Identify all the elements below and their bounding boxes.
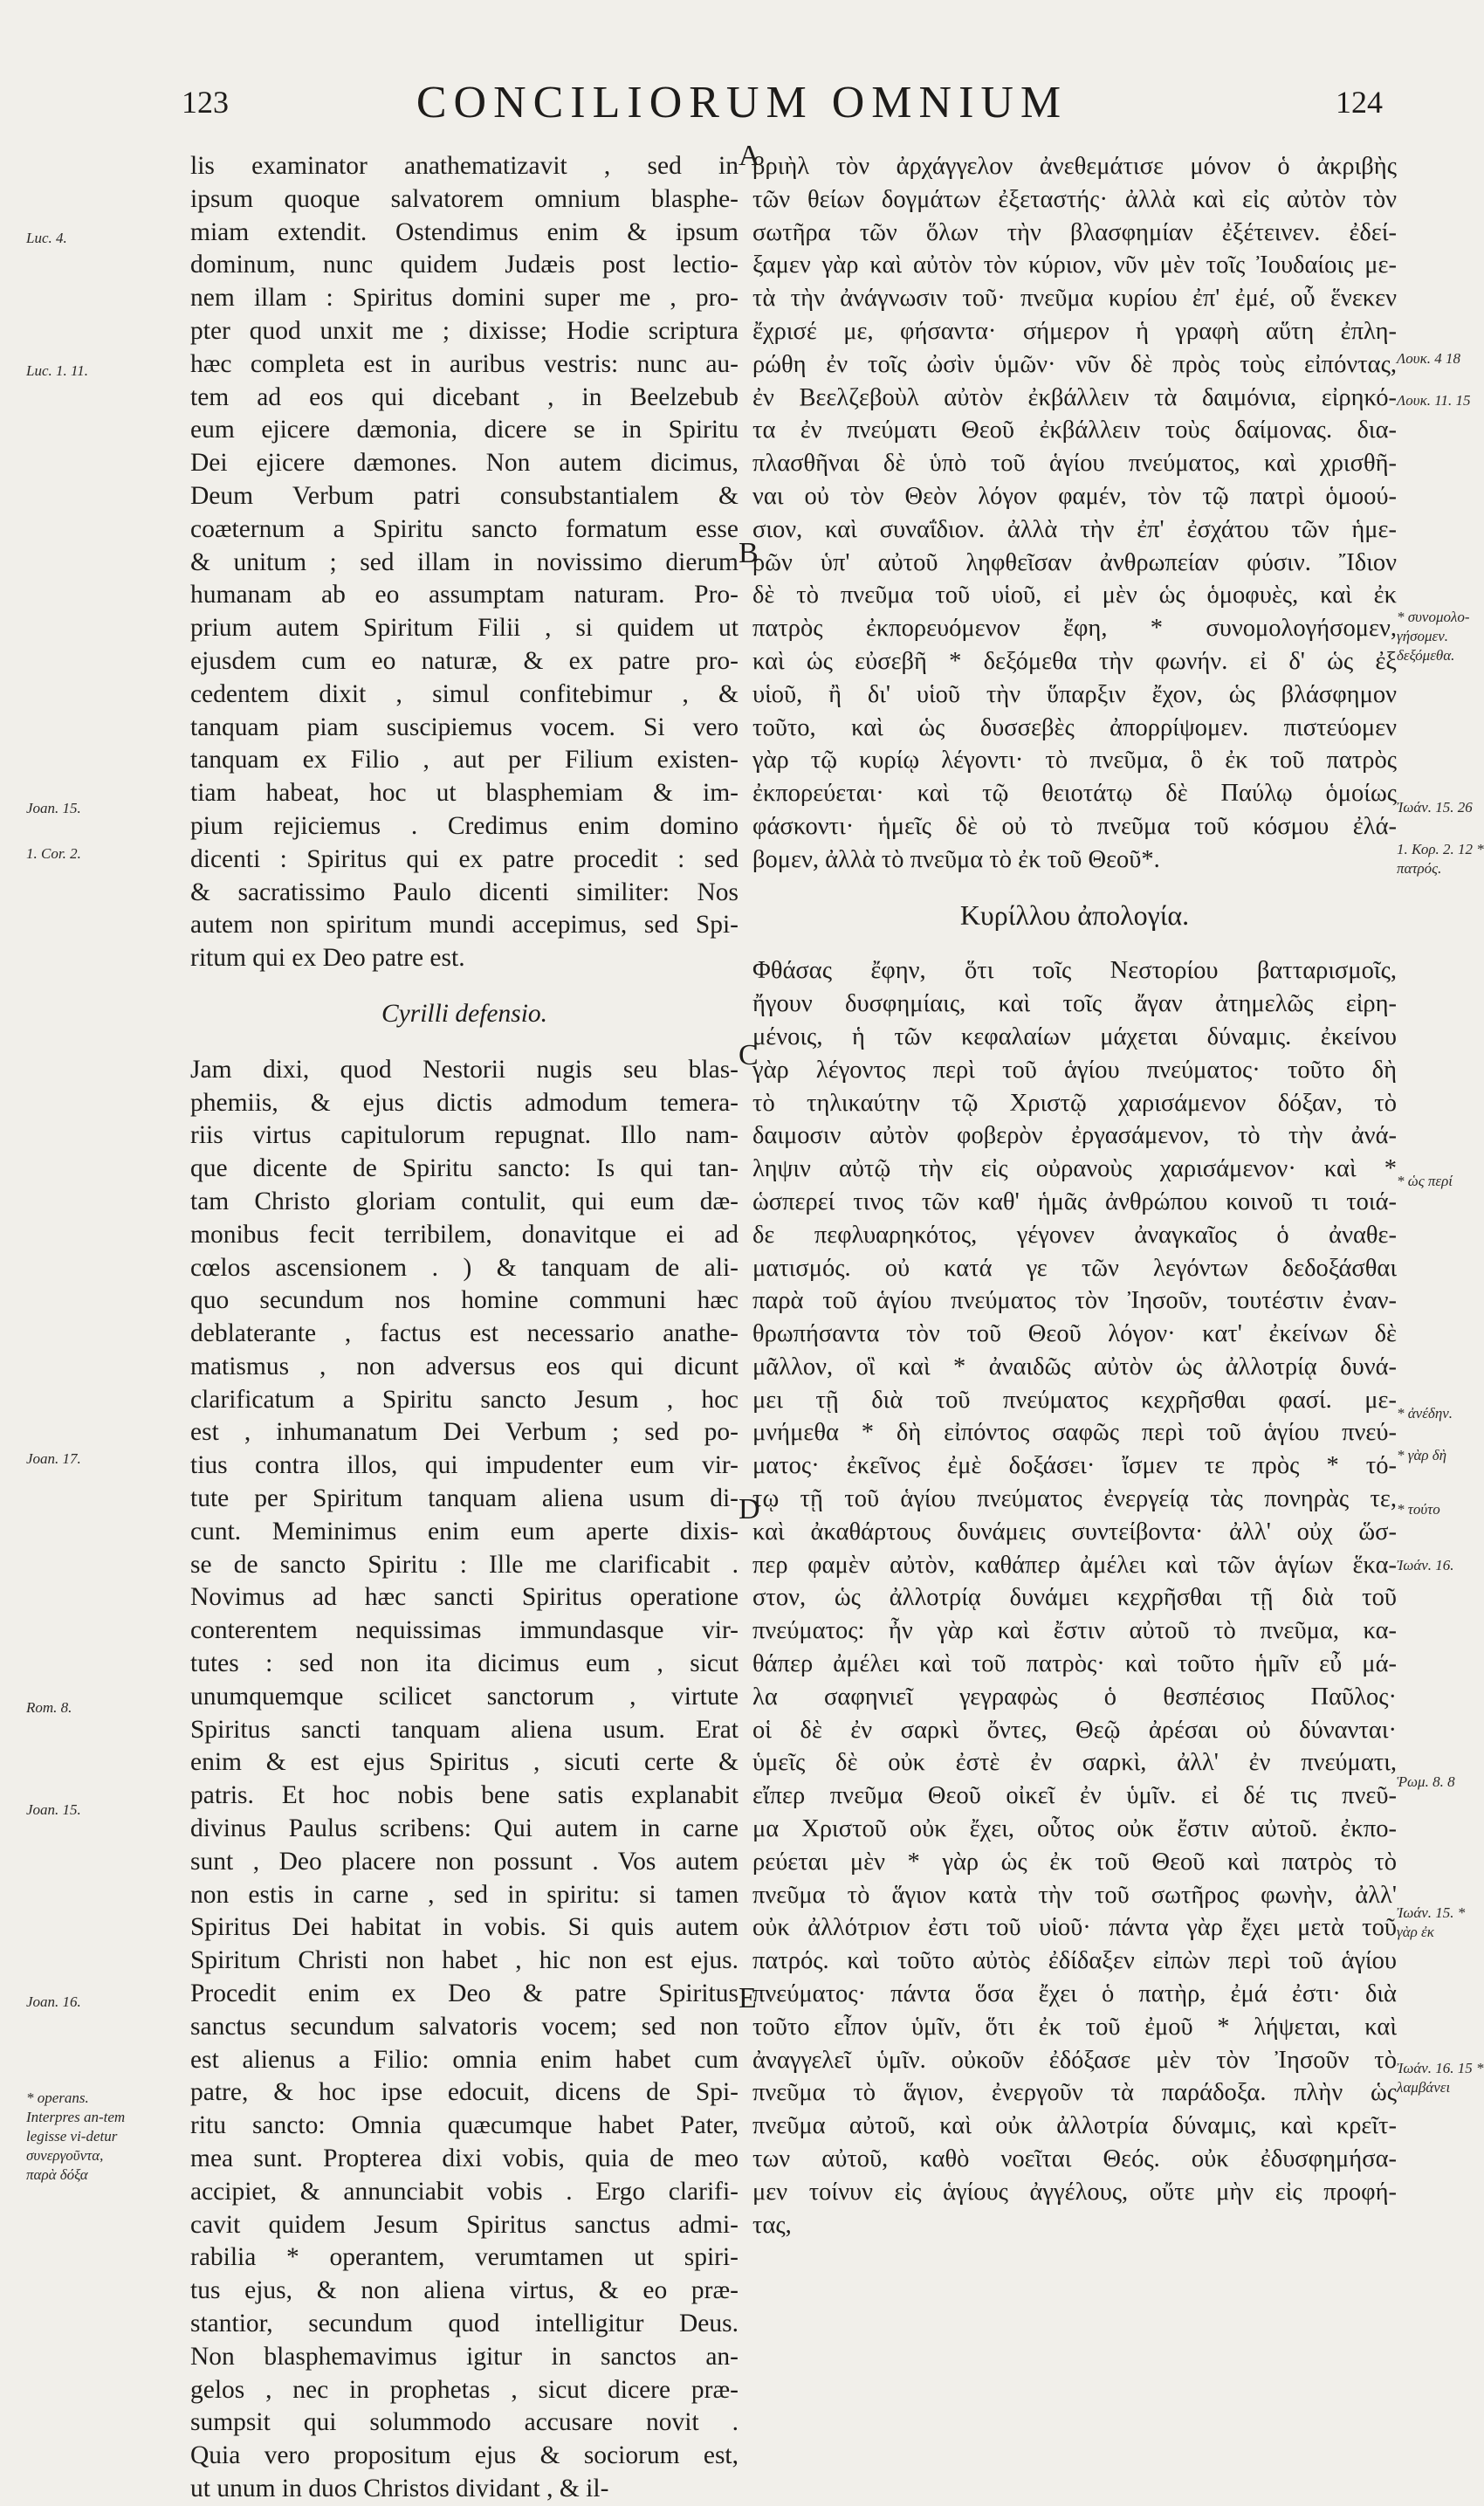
text-line: Novimus ad hæc sancti Spiritus operatione xyxy=(190,1583,739,1612)
text-line: Φθάσας ἔφην, ὅτι τοῖς Νεστορίου βατταρισμοῖς, xyxy=(752,957,1397,985)
text-line: υἱοῦ, ἢ δι' υἱοῦ τὴν ὕπαρξιν ἔχον, ὡς βλάσφημον xyxy=(752,680,1397,708)
text-line: ληψιν αὐτῷ τὴν εἰς οὐρανοὺς χαρισάμενον· καὶ * xyxy=(752,1155,1397,1183)
text-line: Quia vero propositum ejus & sociorum est, xyxy=(190,2441,739,2470)
margin-note-rom8: Rom. 8. xyxy=(26,1699,72,1716)
margin-note-ioan15: Ἰωάν. 15. 26 xyxy=(1397,799,1473,816)
margin-note-synomologesomen: * συνομολο-γήσομεν. δεξόμεθα. xyxy=(1397,609,1470,664)
text-line: hæc completa est in auribus vestris: nunc au- xyxy=(190,349,739,378)
text-line: μᾶλλον, οἳ καὶ * ἀναιδῶς αὐτὸν ὡς ἀλλοτρίᾳ δυνά- xyxy=(752,1353,1397,1380)
text-line: dominum, nunc quidem Judæis post lectio- xyxy=(190,251,739,279)
text-line: ὡσπερεί τινος τῶν καθ' ἡμᾶς ἀνθρώπου κοινοῦ τι τοιά- xyxy=(752,1188,1397,1215)
margin-note-gar-de: * γὰρ δὴ xyxy=(1397,1447,1447,1463)
text-line: dicenti : Spiritus qui ex patre procedit : sed xyxy=(190,844,739,873)
text-line: τῳ τῇ τοῦ ἁγίου πνεύματος ἐνεργείᾳ τὰς πονηρὰς τε, xyxy=(752,1485,1397,1513)
text-line: ut unum in duos Christos dividant , & il- xyxy=(190,2474,609,2503)
greek-column xyxy=(752,150,1397,2241)
text-line: ipsum quoque salvatorem omnium blasphe- xyxy=(190,184,739,213)
text-line: pter quod unxit me ; dixisse; Hodie scriptura xyxy=(190,316,739,345)
text-line: deblaterante , factus est necessario anathe- xyxy=(190,1319,739,1348)
text-line: δε πεφλυαρηκότος, γέγονεν ἀναγκαῖος ὁ ἀναθε- xyxy=(752,1221,1397,1249)
latin-paragraph-1 xyxy=(190,150,739,975)
margin-note-luc4: Luc. 4. xyxy=(26,230,67,246)
text-line: accipiet, & annunciabit vobis . Ergo clarifi- xyxy=(190,2177,739,2206)
text-line: divinus Paulus scribens: Qui autem in carne xyxy=(190,1814,739,1843)
text-line: est , inhumanatum Dei Verbum ; sed po- xyxy=(190,1418,739,1447)
text-line: gelos , nec in prophetas , sicut dicere præ- xyxy=(190,2375,739,2404)
text-line: σωτῆρα τῶν ὅλων τὴν βλασφημίαν ἐξέτεινεν. ἐδεί- xyxy=(752,218,1397,246)
text-line: Deum Verbum patri consubstantialem & xyxy=(190,481,739,510)
text-line: πατρός. καὶ τοῦτο αὐτὸς ἐδίδαξεν εἰπὼν περὶ τοῦ ἁγίου xyxy=(752,1947,1397,1975)
text-line: humanam ab eo assumptam naturam. Pro- xyxy=(190,581,739,609)
text-line: Jam dixi, quod Nestorii nugis seu blas- xyxy=(190,1055,739,1084)
margin-note-osper: * ὡς περί xyxy=(1397,1173,1453,1189)
latin-heading: Cyrilli defensio. xyxy=(381,999,548,1028)
text-line: stantior, secundum quod intelligitur Deus. xyxy=(190,2310,739,2337)
text-line: patris. Et hoc nobis bene satis explanabit xyxy=(190,1781,739,1810)
text-line: eum ejicere dæmonia, dicere se in Spiritu xyxy=(190,416,739,444)
text-line: μα Χριστοῦ οὐκ ἔχει, οὗτος οὐκ ἔστιν αὐτοῦ. ἐκπο- xyxy=(752,1815,1397,1843)
margin-note-joan17: Joan. 17. xyxy=(26,1450,81,1467)
margin-note-ioan15b: Ἰωάν. 15. * γὰρ ἐκ xyxy=(1397,1904,1466,1940)
text-line: Spiritum Christi non habet , hic non est ejus. xyxy=(190,1946,739,1975)
text-line: δαιμοσιν αὐτὸν φοβερὸν ἐργασάμενον, τὸ τὴν ἀνά- xyxy=(752,1122,1397,1150)
text-line: ματισμός. οὐ κατά γε τῶν λεγόντων δεδοξάσθαι xyxy=(752,1254,1397,1282)
section-letter-e: E xyxy=(739,1982,757,2014)
text-line: mea sunt. Propterea dixi vobis, quia de meo xyxy=(190,2145,739,2173)
text-line: quo secundum nos homine communi hæc xyxy=(190,1286,739,1315)
text-line: Procedit enim ex Deo & patre Spiritus xyxy=(190,1979,739,2008)
text-line: των αὐτοῦ, καθὸ νοεῖται Θεός. οὐκ ἐδυσφημήσα- xyxy=(752,2145,1397,2173)
text-line: Non blasphemavimus igitur in sanctos an- xyxy=(190,2342,739,2371)
running-title: CONCILIORUM OMNIUM xyxy=(416,78,1068,127)
text-line: enim & est ejus Spiritus , sicuti certe & xyxy=(190,1748,739,1777)
greek-heading: Κυρίλλου ἀπολογία. xyxy=(959,898,1190,931)
text-line: & sacratissimo Paulo dicenti similiter: Nos xyxy=(190,878,739,906)
text-line: rabilia * operantem, verumtamen ut spiri- xyxy=(190,2243,739,2272)
text-line: ναι οὐ τὸν Θεὸν λόγον φαμέν, τὸν τῷ πατρὶ ὁμοού- xyxy=(752,482,1397,510)
text-line: περ φαμὲν αὐτὸν, καθάπερ ἀμέλει καὶ τῶν ἁγίων ἕκα- xyxy=(752,1551,1397,1579)
text-line: μένοις, ἡ τῶν κεφαλαίων μάχεται δύναμις. ἐκείνου xyxy=(752,1022,1397,1050)
margin-note-rom8: Ῥωμ. 8. 8 xyxy=(1397,1773,1455,1790)
latin-paragraph-2 xyxy=(190,1054,739,2506)
text-line: sanctus secundum salvatoris vocem; sed non xyxy=(190,2012,739,2041)
text-line: sunt , Deo placere non possunt . Vos autem xyxy=(190,1847,739,1876)
text-line: monibus fecit terribilem, donavitque ei ad xyxy=(190,1220,739,1249)
text-line: καὶ ὡς εὐσεβῆ * δεξόμεθα τὴν φωνήν. εἰ δ' ὡς ἐξ xyxy=(752,647,1397,675)
section-letter-a: A xyxy=(739,140,760,172)
text-line: ρῶν ὑπ' αὐτοῦ ληφθεῖσαν ἀνθρωπείαν φύσιν. Ἴδιον xyxy=(752,548,1397,576)
section-letter-c: C xyxy=(739,1039,759,1071)
text-line: οὐκ ἀλλότριον ἐστι τοῦ υἱοῦ· πάντα γὰρ ἔχει μετὰ τοῦ xyxy=(752,1914,1397,1942)
page-number-left: 123 xyxy=(182,85,229,120)
text-line: ρεύεται μὲν * γὰρ ὡς ἐκ τοῦ Θεοῦ καὶ πατρὸς τὸ xyxy=(752,1848,1397,1876)
text-line: Dei ejicere dæmones. Non autem dicimus, xyxy=(190,449,739,478)
text-line: ἔχρισέ με, φήσαντα· σήμερον ἡ γραφὴ αὕτη ἐπλη- xyxy=(752,317,1397,345)
text-line: παρὰ τοῦ ἁγίου πνεύματος τὸν Ἰησοῦν, τουτέστιν ἐναν- xyxy=(752,1287,1397,1315)
text-line: cœlos ascensionem . ) & tanquam de ali- xyxy=(190,1253,739,1282)
greek-paragraph-2 xyxy=(752,954,1397,2241)
text-line: cedentem dixit , simul confitebimur , & xyxy=(190,679,739,708)
text-line: μει τῇ διὰ τοῦ πνεύματος κεχρῆσθαι φασί. με- xyxy=(752,1386,1397,1414)
text-line: miam extendit. Ostendimus enim & ipsum xyxy=(190,217,739,246)
text-line: ματος· ἐκεῖνος ἐμὲ δοξάσει· ἴσμεν τε πρὸς * τό- xyxy=(752,1452,1397,1480)
text-line: lis examinator anathematizavit , sed in xyxy=(190,152,739,180)
text-line: unumquemque scilicet sanctorum , virtute xyxy=(190,1682,739,1711)
text-line: ἐκπορεύεται· καὶ τῷ θειοτάτῳ δὲ Παύλῳ ὁμοίως xyxy=(752,780,1397,808)
margin-note-joan15b: Joan. 15. xyxy=(26,1801,81,1818)
text-line: ejusdem cum eo naturæ, & ex patre pro- xyxy=(190,646,739,675)
text-line: conterentem nequissimas immundasque vir- xyxy=(190,1616,739,1645)
text-line: βριὴλ τὸν ἀρχάγγελον ἀνεθεμάτισε μόνον ὁ ἀκριβὴς xyxy=(752,153,1397,180)
text-line: ritum qui ex Deo patre est. xyxy=(190,944,465,973)
text-line: στον, ὡς ἀλλοτρίᾳ δυνάμει κεχρῆσθαι τῇ διὰ τοῦ xyxy=(752,1584,1397,1612)
text-line: tanquam piam suscipiemus vocem. Si vero xyxy=(190,713,739,741)
text-line: pium rejiciemus . Credimus enim domino xyxy=(190,811,739,840)
text-line: θάπερ ἀμέλει καὶ τοῦ πατρὸς· καὶ τοῦτο ἡμῖν εὖ μά- xyxy=(752,1650,1397,1678)
text-line: τὸ τηλικαύτην τῷ Χριστῷ χαρισάμενον δόξαν, τὸ xyxy=(752,1089,1397,1117)
margin-note-luc11: Luc. 1. 11. xyxy=(26,362,88,379)
text-line: ξαμεν γὰρ καὶ αὐτὸν τὸν κύριον, νῦν μὲν τοῖς Ἰουδαίοις με- xyxy=(752,251,1397,279)
text-line: μεν τοίνυν εἰς ἁγίους ἀγγέλους, οὔτε μὴν εἰς προφή- xyxy=(752,2178,1397,2206)
text-line: σιον, καὶ συναΐδιον. ἀλλὰ τὴν ἐπ' ἐσχάτου τῶν ἡμε- xyxy=(752,515,1397,543)
text-line: πατρὸς ἐκπορευόμενον ἔφη, * συνομολογήσομεν, xyxy=(752,615,1397,643)
text-line: tius contra illos, qui impudenter eum vir- xyxy=(190,1451,739,1480)
text-line: tiam habeat, hoc ut blasphemiam & im- xyxy=(190,779,739,808)
text-line: πνεῦμα τὸ ἅγιον, ἐνεργοῦν τὰ παράδοξα. πλὴν ὡς xyxy=(752,2079,1397,2107)
text-line: tute per Spiritum tanquam aliena usum di- xyxy=(190,1484,739,1513)
page-number-right: 124 xyxy=(1336,85,1383,120)
text-line: θρωπήσαντα τὸν τοῦ Θεοῦ λόγον· κατ' ἐκείνων δὲ xyxy=(752,1320,1397,1348)
latin-column xyxy=(190,150,739,2506)
text-line: τα ἐν πνεύματι Θεοῦ ἐκβάλλειν τοὺς δαίμονας. δια- xyxy=(752,417,1397,444)
section-letter-d: D xyxy=(739,1493,760,1525)
text-line: καὶ ἀκαθάρτους δυνάμεις συντείβοντα· ἀλλ' οὐχ ὥσ- xyxy=(752,1518,1397,1546)
text-line: ὑμεῖς δὲ οὐκ ἐστὲ ἐν σαρκὶ, ἀλλ' ἐν πνεύματι, xyxy=(752,1749,1397,1777)
margin-note-luk11: Λουκ. 11. 15 xyxy=(1397,392,1471,409)
margin-note-kor2: 1. Κορ. 2. 12 * πατρός. xyxy=(1397,841,1484,877)
text-line: γὰρ λέγοντος περὶ τοῦ ἁγίου πνεύματος· τοῦτο δὴ xyxy=(752,1056,1397,1084)
text-line: phemiis, & ejus dictis admodum temera- xyxy=(190,1088,739,1117)
text-line: tanquam ex Filio , aut per Filium existen- xyxy=(190,746,739,775)
text-line: coæternum a Spiritu sancto formatum esse xyxy=(190,514,739,543)
margin-note-joan15a: Joan. 15. xyxy=(26,800,81,816)
text-line: τοῦτο εἶπον ὑμῖν, ὅτι ἐκ τοῦ ἐμοῦ * λήψεται, καὶ xyxy=(752,2013,1397,2041)
text-line: πλασθῆναι δὲ ὑπὸ τοῦ ἁγίου πνεύματος, καὶ χρισθῆ- xyxy=(752,450,1397,478)
text-line: λα σαφηνιεῖ γεγραφὼς ὁ θεσπέσιος Παῦλος· xyxy=(752,1683,1397,1711)
text-line: εἴπερ πνεῦμα Θεοῦ οἰκεῖ ἐν ὑμῖν. εἰ δέ τις πνεῦ- xyxy=(752,1782,1397,1810)
text-line: Spiritus sancti tanquam aliena usum. Erat xyxy=(190,1715,739,1744)
text-line: δὲ τὸ πνεῦμα τοῦ υἱοῦ, εἰ μὲν ὡς ὁμοφυὲς, καὶ ἐκ xyxy=(752,582,1397,609)
margin-note-luk4: Λουκ. 4 18 xyxy=(1397,350,1460,367)
text-line: riis virtus capitulorum repugnat. Illo nam- xyxy=(190,1121,739,1150)
text-line: ρώθη ἐν τοῖς ὠσὶν ὑμῶν· νῦν δὲ πρὸς τοὺς εἰπόντας, xyxy=(752,350,1397,378)
section-letter-b: B xyxy=(739,537,759,569)
text-line: οἱ δὲ ἐν σαρκὶ ὄντες, Θεῷ ἀρέσαι οὐ δύνανται· xyxy=(752,1716,1397,1744)
text-line: matismus , non adversus eos qui dicunt xyxy=(190,1352,739,1380)
text-line: φάσκοντι· ἡμεῖς δὲ οὐ τὸ πνεῦμα τοῦ κόσμου ἐλά- xyxy=(752,812,1397,840)
text-line: Spiritus Dei habitat in vobis. Si quis autem xyxy=(190,1913,739,1942)
text-line: cavit quidem Jesum Spiritus sanctus admi- xyxy=(190,2210,739,2239)
text-line: sumpsit qui solummodo accusare novit . xyxy=(190,2408,739,2437)
margin-note-ioan16b: Ἰωάν. 16. 15 * λαμβάνει xyxy=(1397,2060,1484,2096)
page-header xyxy=(0,77,1484,129)
text-line: πνεῦμα τὸ ἅγιον κατὰ τὴν τοῦ σωτῆρος φωνὴν, ἀλλ' xyxy=(752,1881,1397,1909)
margin-note-joan16: Joan. 16. xyxy=(26,1993,81,2010)
text-line: πνεύματος: ἦν γὰρ καὶ ἔστιν αὐτοῦ τὸ πνεῦμα, κα- xyxy=(752,1617,1397,1645)
text-line: patre, & hoc ipse edocuit, dicens de Spi- xyxy=(190,2078,739,2107)
text-line: cunt. Meminimus enim eum aperte dixis- xyxy=(190,1517,739,1546)
text-line: γὰρ τῷ κυρίῳ λέγοντι· τὸ πνεῦμα, ὃ ἐκ τοῦ πατρὸς xyxy=(752,747,1397,775)
text-line: βομεν, ἀλλὰ τὸ πνεῦμα τὸ ἐκ τοῦ Θεοῦ*. xyxy=(752,845,1160,873)
margin-note-anaiden: * ἀνέδην. xyxy=(1397,1405,1453,1422)
text-line: ἤγουν δυσφημίαις, καὶ τοῖς ἄγαν ἀτημελῶς εἰρη- xyxy=(752,990,1397,1018)
text-line: tam Christo gloriam contulit, qui eum dæ- xyxy=(190,1187,739,1215)
text-line: que dicente de Spiritu sancto: Is qui tan- xyxy=(190,1154,739,1183)
text-line: πνεῦμα αὐτοῦ, καὶ οὐκ ἀλλοτρία δύναμις, καὶ κρεῖτ- xyxy=(752,2112,1397,2140)
margin-note-ioan16: Ἰωάν. 16. xyxy=(1397,1557,1454,1573)
text-line: τὰ τὴν ἀνάγνωσιν τοῦ· πνεῦμα κυρίου ἐπ' ἐμέ, οὗ ἕνεκεν xyxy=(752,285,1397,313)
margin-note-touto: * τούτο xyxy=(1397,1501,1440,1518)
text-line: tem ad eos qui dicebant , in Beelzebub xyxy=(190,382,739,411)
text-line: nem illam : Spiritus domini super me , pro- xyxy=(190,284,739,313)
margin-footnote-operans: * operans. Interpres an-tem legisse vi-detur συνεργοῦντα, παρὰ δόξα xyxy=(26,2089,126,2183)
text-line: ritu sancto: Omnia quæcumque habet Pater, xyxy=(190,2111,739,2140)
text-line: μνήμεθα * δὴ εἰπόντος σαφῶς περὶ τοῦ ἁγίου πνεύ- xyxy=(752,1419,1397,1447)
text-line: τῶν θείων δογμάτων ἐξεταστής· ἀλλὰ καὶ εἰς αὐτὸν τὸν xyxy=(752,185,1397,213)
text-line: non estis in carne , sed in spiritu: si tamen xyxy=(190,1880,739,1909)
text-line: ἐν Βεελζεβοὺλ αὐτὸν ἐκβάλλειν τὰ δαιμόνια, εἰρηκό- xyxy=(752,383,1397,411)
text-line: clarificatum a Spiritu sancto Jesum , hoc xyxy=(190,1385,739,1414)
text-line: est alienus a Filio: omnia enim habet cum xyxy=(190,2045,739,2074)
text-line: ἀναγγελεῖ ὑμῖν. οὐκοῦν ἐδόξασε μὲν τὸν Ἰησοῦν τὸ xyxy=(752,2046,1397,2074)
text-line: πνεύματος· πάντα ὅσα ἔχει ὁ πατὴρ, ἐμά ἐστι· διὰ xyxy=(752,1980,1397,2008)
text-line: tutes : sed non ita dicimus eum , sicut xyxy=(190,1649,739,1678)
text-line: se de sancto Spiritu : Ille me clarificabit . xyxy=(190,1550,739,1579)
text-line: autem non spiritum mundi accepimus, sed Spi- xyxy=(190,911,739,940)
text-line: τοῦτο, καὶ ὡς δυσσεβὲς ἀπορρίψομεν. πιστεύομεν xyxy=(752,713,1397,741)
text-line: prium autem Spiritum Filii , si quidem ut xyxy=(190,614,739,643)
text-line: tus ejus, & non aliena virtus, & eo præ- xyxy=(190,2276,739,2305)
text-line: τας, xyxy=(752,2211,792,2239)
text-line: & unitum ; sed illam in novissimo dierum xyxy=(190,547,739,576)
greek-paragraph-1 xyxy=(752,150,1397,877)
margin-note-cor2: 1. Cor. 2. xyxy=(26,845,81,862)
